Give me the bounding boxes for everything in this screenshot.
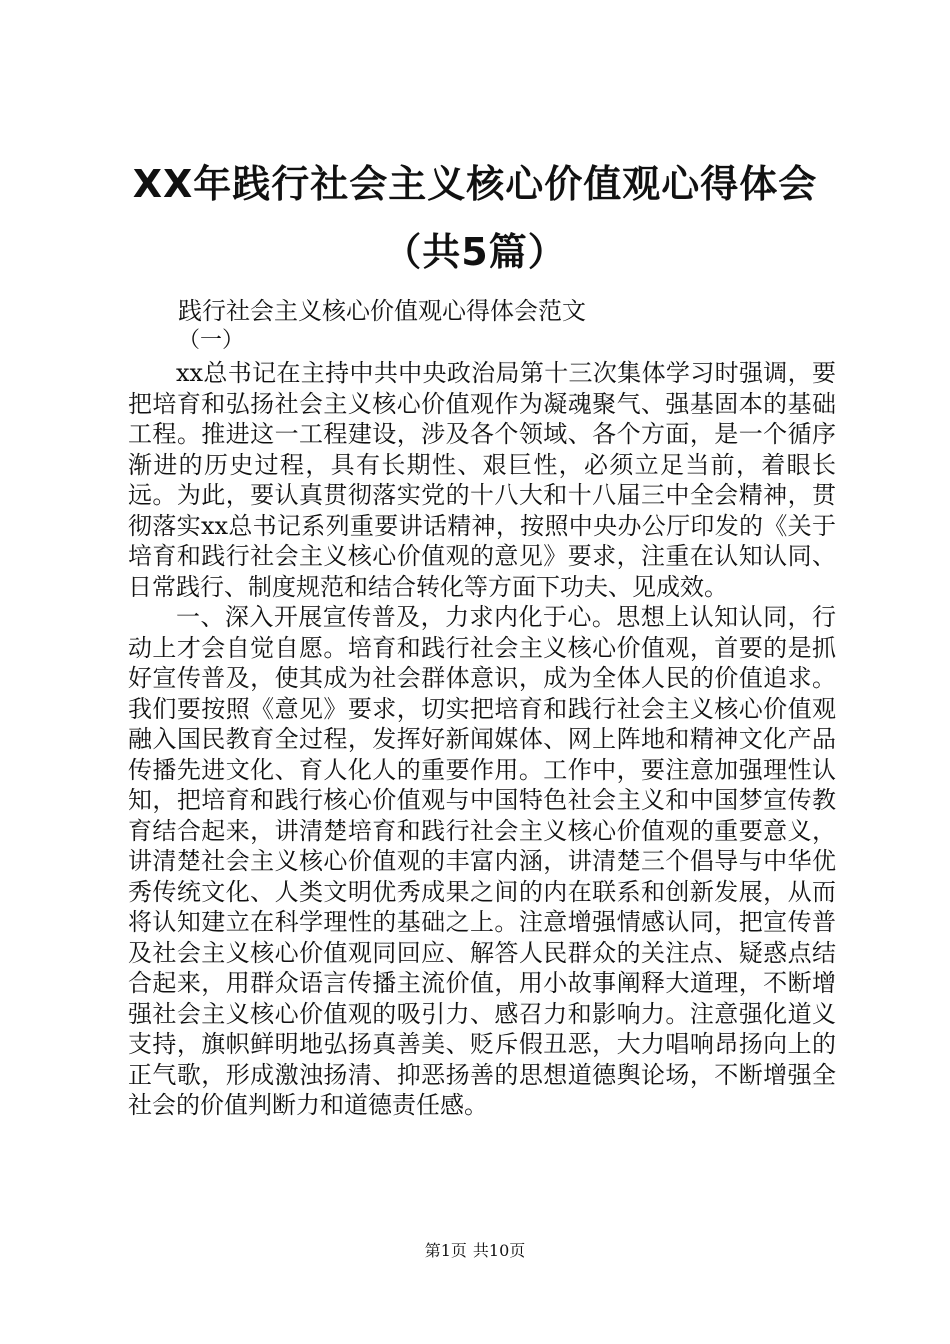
page-total: 共10页 — [472, 1241, 526, 1260]
paragraph-1: xx总书记在主持中共中央政治局第十三次集体学习时强调，要把培育和弘扬社会主义核心价值观作为凝魂聚气、强基固本的基础工程。推进这一工程建设，涉及各个领域、各个方面，是一个循序渐进的历史过程，具有长期性、艰巨性，必须立足当前，着眼长远。为此，要认真贯彻落实党的十八大和十八届三中全会精神，贯彻落实xx总书记系列重要讲话精神，按照中央办公厅印发的《关于培育和践行社会主义核心价值观的意见》要求，注重在认知认同、日常践行、制度规范和结合转化等方面下功夫、见成效。 — [128, 359, 836, 601]
document-subtitle: 践行社会主义核心价值观心得体会范文 — [178, 297, 586, 325]
document-body — [128, 358, 836, 1121]
document-title: XX年践行社会主义核心价值观心得体会（共5篇） — [132, 162, 818, 274]
section-number: （一） — [178, 328, 245, 353]
paragraph-2: 一、深入开展宣传普及，力求内化于心。思想上认知认同，行动上才会自觉自愿。培育和践行社会主义核心价值观，首要的是抓好宣传普及，使其成为社会群体意识，成为全体人民的价值追求。我们要按照《意见》要求，切实把培育和践行社会主义核心价值观融入国民教育全过程，发挥好新闻媒体、网上阵地和精神文化产品传播先进文化、育人化人的重要作用。工作中，要注意加强理性认知，把培育和践行核心价值观与中国特色社会主义和中国梦宣传教育结合起来，讲清楚培育和践行社会主义核心价值观的重要意义，讲清楚社会主义核心价值观的丰富内涵，讲清楚三个倡导与中华优秀传统文化、人类文明优秀成果之间的内在联系和创新发展，从而将认知建立在科学理性的基础之上。注意增强情感认同，把宣传普及社会主义核心价值观同回应、解答人民群众的关注点、疑惑点结合起来，用群众语言传播主流价值，用小故事阐释大道理，不断增强社会主义核心价值观的吸引力、感召力和影响力。注意强化道义支持，旗帜鲜明地弘扬真善美、贬斥假丑恶，大力唱响昂扬向上的正气歌，形成激浊扬清、抑恶扬善的思想道德舆论场，不断增强全社会的价值判断力和道德责任感。 — [128, 603, 836, 1119]
page-footer — [0, 1240, 950, 1262]
page-number: 第1页 — [424, 1241, 467, 1260]
